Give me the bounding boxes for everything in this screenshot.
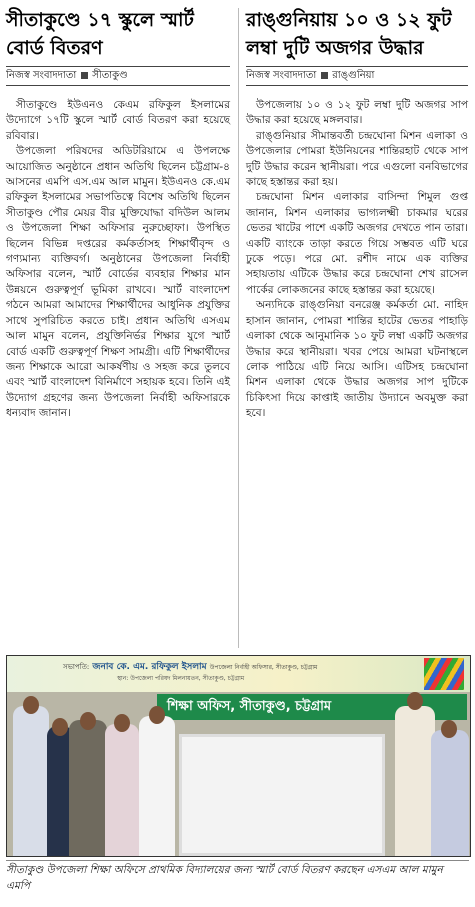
- smart-board: [179, 734, 385, 856]
- banner-name-suffix: উপজেলা নির্বাহী অফিসার, সীতাকুণ্ড, চট্টগ্রাম: [209, 664, 318, 671]
- column-divider: [238, 8, 239, 648]
- left-article: [6, 6, 230, 422]
- right-byline: [246, 66, 468, 86]
- left-paragraph: সীতাকুণ্ডে ইউএনও কেএম রফিকুল ইসলামের উদ্যোগে ১৭টি স্কুলে স্মার্ট বোর্ড বিতরণ করা হয়েছে রবিবার।: [6, 99, 230, 142]
- square-bullet-icon: [81, 72, 88, 79]
- left-paragraph: উপজেলা পরিষদের অডিটরিয়ামে এ উপলক্ষে আয়োজিত অনুষ্ঠানে প্রধান অতিথি ছিলেন চট্টগ্রাম-৪ আসনের এমপি এস.এম আল মামুন। ইউএনও কে.এম রফিকুল ইসলামের সভাপতিত্বে বিশেষ অতিথি ছিলেন সীতাকুণ্ড পৌর মেয়র বীর মুক্তিযোদ্ধা বদিউল আলম ও উপজেলা শিক্ষা অফিসার নুরুচ্ছোফা। উপস্থিত ছিলেন বিভিন্ন দপ্তরের কর্মকর্তাসহ শিক্ষার্থীবৃন্দ ও গণ্যমান্য ব্যক্তিবর্গ। অনুষ্ঠানের উপজেলা নির্বাহী অফিসার বলেন, স্মার্ট বোর্ডের ব্যবহার শিক্ষার মান উন্নয়নে গুরুত্বপূর্ণ ভূমিকা রাখবে। স্মার্ট বাংলাদেশ গঠনে আমরা আমাদের শিক্ষার্থীদের আধুনিক প্রযুক্তির সাথে সুপরিচিত করতে চাই। প্রধান অতিথি এসএম আল মামুন বলেন, প্রযুক্তিনির্ভর শিক্ষার যুগে স্মার্ট বোর্ড একটি গুরুত্বপূর্ণ শিক্ষণ সামগ্রী। এটি শিক্ষার্থীদের জন্য শিক্ষাকে আরো আকর্ষণীয় ও সহজ করে তুলবে এবং স্মার্ট বাংলাদেশ বিনির্মাণে সহায়ক হবে। তিনি এই উদ্যোগ গ্রহণের জন্য উপজেলা নির্বাহী অফিসারকে ধন্যবাদ জানান।: [6, 145, 230, 420]
- left-byline-place: সীতাকুণ্ড: [92, 70, 128, 81]
- photo-caption: সীতাকুণ্ড উপজেলা শিক্ষা অফিসে প্রাথমিক বিদ্যালয়ের জন্য স্মার্ট বোর্ড বিতরণ করছেন এসএম আল মামুন এমপি: [6, 860, 469, 894]
- news-photo: [6, 655, 471, 857]
- left-byline: [6, 66, 230, 86]
- right-byline-source: নিজস্ব সংবাদদাতা: [246, 70, 317, 81]
- banner-decoration: [424, 658, 464, 690]
- right-paragraph: রাঙ্গুনিয়ার সীমান্তবর্তী চন্দ্রঘোনা মিশন এলাকা ও উপজেলার পোমরা ইউনিয়নের শান্তিরহাট থেকে সাপ দুটি উদ্ধার করেন স্থানীয়রা। পরে এগুলো বনবিভাগের কাছে হস্তান্তর করা হয়।: [246, 129, 468, 189]
- left-byline-source: নিজস্ব সংবাদদাতা: [6, 70, 77, 81]
- banner-text: [63, 659, 317, 674]
- square-bullet-icon: [321, 72, 328, 79]
- right-article: [246, 6, 468, 422]
- office-sign: শিক্ষা অফিস, সীতাকুণ্ড, চট্টগ্রাম: [157, 694, 467, 720]
- right-headline: রাঙ্গুনিয়ায় ১০ ও ১২ ফুট লম্বা দুটি অজগর উদ্ধার: [246, 9, 452, 59]
- right-byline-place: রাঙ্গুনিয়া: [332, 70, 375, 81]
- banner-name: জনাব কে. এম. রফিকুল ইসলাম: [92, 662, 207, 672]
- right-paragraph: চন্দ্রঘোনা মিশন এলাকার বাসিন্দা শিমুল গুপ্ত জানান, মিশন এলাকার ভাগ্যলক্ষ্মী চাকমার ঘরের ভেতর খাটের পাশে একটি অজগর দেখতে পান তারা। একটি ব্যাংকে তাড়া করতে গিয়ে সম্ভবত এটি ঘরে ঢুকে পড়ে। পরে মো. রশীদ নামে এক ব্যক্তির সহায়তায় এটিকে উদ্ধার করে চন্দ্রঘোনা শেখ রাসেল পার্কের লোকজনের কাছে হস্তান্তর করা হয়েছে।: [246, 191, 468, 296]
- banner-sub: স্থান: উপজেলা পরিষদ মিলনায়তন, সীতাকুণ্ড, চট্টগ্রাম: [117, 675, 245, 682]
- banner-label: সভাপতি:: [63, 663, 90, 671]
- right-paragraph: উপজেলায় ১০ ও ১২ ফুট লম্বা দুটি অজগর সাপ উদ্ধার করা হয়েছে মঙ্গলবার।: [246, 99, 468, 127]
- left-headline: সীতাকুণ্ডে ১৭ স্কুলে স্মার্ট বোর্ড বিতরণ: [6, 9, 194, 59]
- right-paragraph: অন্যদিকে রাঙ্গুনিয়া বনরেঞ্জ কর্মকর্তা মো. নাহিদ হাসান জানান, পোমরা শান্তির হাটের ভেতর পাহাড়ি এলাকা থেকে আনুমানিক ১০ ফুট লম্বা একটি অজগর উদ্ধার করে স্থানীয়রা। খবর পেয়ে আমরা ঘটনাস্থলে লোক পাঠিয়ে এটি নিয়ে আসি। এটিসহ চন্দ্রঘোনা মিশন এলাকা থেকে উদ্ধার অজগর সাপ দুটিকে চিকিৎসা দিয়ে কাপ্তাই জাতীয় উদ্যানে অবমুক্ত করা হবে।: [246, 299, 468, 420]
- photo-banner: [7, 656, 470, 692]
